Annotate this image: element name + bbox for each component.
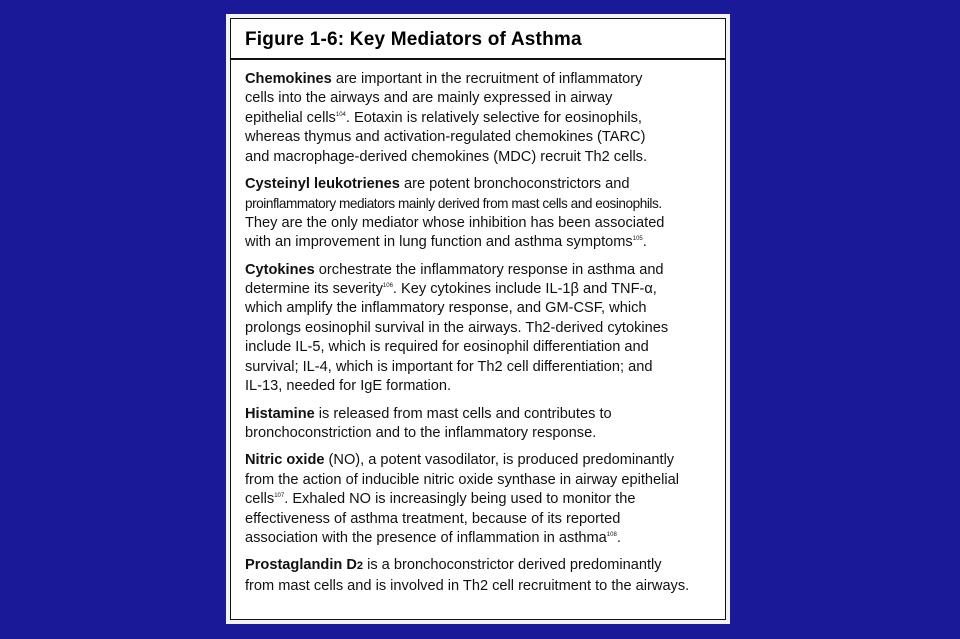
- text-line: [245, 451, 715, 470]
- text-line: [245, 109, 715, 128]
- term-subscript: 2: [356, 560, 364, 573]
- text-line: bronchoconstriction and to the inflammatory response.: [245, 424, 597, 441]
- text-line: IL-13, needed for IgE formation.: [245, 378, 452, 395]
- text-line: from mast cells and is involved in Th2 cell recruitment to the airways.: [245, 577, 690, 594]
- text-segment: .: [616, 529, 621, 546]
- reference-106: 106: [382, 283, 393, 290]
- text-line: whereas thymus and activation-regulated chemokines (TARC): [245, 129, 646, 146]
- term-nitric-oxide: Nitric oxide: [245, 452, 325, 469]
- text-line: [245, 490, 715, 509]
- text-line: [245, 70, 715, 89]
- text-line: [245, 405, 715, 424]
- paragraph-histamine: [245, 405, 715, 444]
- figure-title: Figure 1-6: Key Mediators of Asthma: [231, 19, 725, 60]
- text-line: proinflammatory mediators mainly derived from mast cells and eosinophils.: [245, 196, 662, 212]
- text-line: cells into the airways and are mainly expressed in airway: [245, 90, 613, 107]
- reference-104: 104: [335, 111, 346, 118]
- text-segment: with an improvement in lung function and asthma symptoms: [245, 234, 633, 251]
- text-segment: is a bronchoconstrictor derived predominantly: [363, 557, 662, 574]
- text-line: [245, 556, 715, 576]
- text-line: [245, 233, 715, 252]
- term-cytokines: Cytokines: [245, 261, 315, 278]
- paragraph-prostaglandin-d2: [245, 556, 715, 596]
- paragraph-nitric-oxide: [245, 451, 715, 548]
- text-line: [245, 261, 715, 280]
- text-line: They are the only mediator whose inhibition has been associated: [245, 214, 665, 231]
- text-line: survival; IL-4, which is important for Th2 cell differentiation; and: [245, 358, 653, 375]
- text-line: effectiveness of asthma treatment, because of its reported: [245, 510, 621, 527]
- slide-frame: [226, 14, 730, 624]
- figure-panel: [230, 18, 726, 620]
- text-line: include IL-5, which is required for eosinophil differentiation and: [245, 339, 649, 356]
- term-histamine: Histamine: [245, 405, 315, 422]
- text-segment: (NO), a potent vasodilator, is produced predominantly: [324, 452, 675, 469]
- text-segment: . Exhaled NO is increasingly being used to monitor the: [284, 491, 636, 508]
- text-line: [245, 280, 715, 299]
- text-line: [245, 529, 715, 548]
- text-line: [245, 175, 715, 194]
- term-cysteinyl-leukotrienes: Cysteinyl leukotrienes: [245, 176, 400, 193]
- term-prostaglandin-d2: Prostaglandin D: [245, 557, 357, 574]
- text-segment: orchestrate the inflammatory response in asthma and: [314, 261, 664, 278]
- text-segment: . Key cytokines include IL-1β and TNF-α,: [392, 281, 657, 298]
- text-segment: are important in the recruitment of inflammatory: [331, 71, 643, 87]
- text-line: which amplify the inflammatory response, and GM-CSF, which: [245, 300, 647, 317]
- reference-105: 105: [632, 236, 643, 243]
- paragraph-chemokines: [245, 70, 715, 167]
- text-segment: are potent bronchoconstrictors and: [399, 176, 630, 193]
- paragraph-cysteinyl-leukotrienes: [245, 175, 715, 253]
- text-segment: association with the presence of inflammation in asthma: [245, 529, 607, 546]
- term-chemokines: Chemokines: [245, 71, 332, 87]
- text-segment: is released from mast cells and contributes to: [314, 405, 612, 422]
- text-segment: cells: [245, 491, 275, 508]
- text-line: and macrophage-derived chemokines (MDC) recruit Th2 cells.: [245, 148, 648, 165]
- paragraph-cytokines: [245, 261, 715, 397]
- reference-107: 107: [274, 493, 285, 500]
- text-line: from the action of inducible nitric oxide synthase in airway epithelial: [245, 471, 679, 488]
- text-segment: epithelial cells: [245, 109, 336, 126]
- reference-108: 108: [606, 531, 617, 538]
- text-segment: determine its severity: [245, 281, 383, 298]
- text-line: prolongs eosinophil survival in the airways. Th2-derived cytokines: [245, 319, 669, 336]
- figure-content: [231, 60, 725, 596]
- text-segment: .: [642, 234, 647, 251]
- text-segment: . Eotaxin is relatively selective for eosinophils,: [345, 109, 642, 126]
